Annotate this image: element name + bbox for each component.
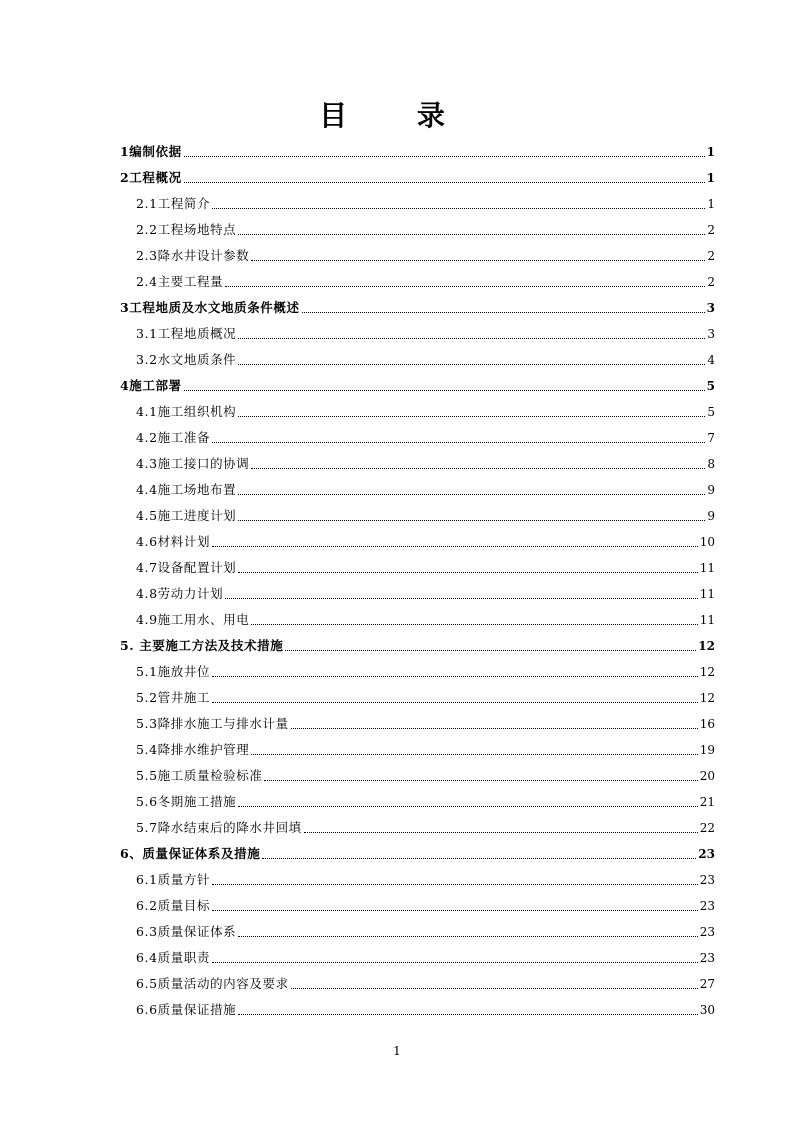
toc-leader-dots (212, 676, 698, 677)
toc-entry-label: 2.2工程场地特点 (136, 222, 237, 237)
toc-entry-page: 10 (699, 535, 715, 549)
toc-leader-dots (225, 598, 698, 599)
toc-entry[interactable] (136, 792, 715, 810)
toc-entry-label: 6.6质量保证措施 (136, 1002, 237, 1017)
toc-entry[interactable] (136, 922, 715, 940)
page-number: 1 (393, 1044, 401, 1058)
toc-entry-page: 8 (707, 457, 715, 471)
toc-entry-page: 11 (699, 613, 715, 627)
toc-entry[interactable] (136, 194, 715, 212)
toc-leader-dots (212, 702, 698, 703)
toc-entry-page: 1 (707, 197, 715, 211)
toc-entry-label: 2工程概况 (120, 170, 182, 185)
toc-leader-dots (238, 572, 697, 573)
toc-entry-label: 6.4质量职责 (136, 950, 211, 965)
toc-entry-label: 4.1施工组织机构 (136, 404, 237, 419)
toc-entry-label: 4.6材料计划 (136, 534, 211, 549)
toc-leader-dots (238, 364, 705, 365)
toc-leader-dots (225, 286, 705, 287)
toc-entry-page: 30 (699, 1003, 715, 1017)
toc-entry[interactable] (136, 246, 715, 264)
toc-entry-label: 1编制依据 (120, 144, 182, 159)
toc-entry[interactable] (136, 532, 715, 550)
toc-leader-dots (302, 312, 705, 313)
toc-entry[interactable] (136, 948, 715, 966)
toc-entry[interactable] (136, 428, 715, 446)
toc-entry[interactable] (136, 220, 715, 238)
toc-leader-dots (251, 754, 697, 755)
toc-leader-dots (262, 858, 696, 859)
toc-entry[interactable] (136, 974, 715, 992)
toc-entry-page: 20 (699, 769, 715, 783)
toc-entry[interactable] (136, 1000, 715, 1018)
toc-entry-page: 11 (699, 587, 715, 601)
toc-entry-page: 3 (706, 301, 715, 315)
toc-entry[interactable] (136, 350, 715, 368)
toc-entry-page: 4 (707, 353, 715, 367)
toc-leader-dots (212, 546, 698, 547)
toc-leader-dots (264, 780, 697, 781)
toc-entry[interactable] (136, 506, 715, 524)
toc-leader-dots (238, 806, 697, 807)
toc-entry[interactable] (120, 636, 715, 654)
toc-entry[interactable] (120, 376, 715, 394)
toc-entry-label: 4.2施工准备 (136, 430, 211, 445)
toc-leader-dots (304, 832, 698, 833)
toc-entry-label: 4.8劳动力计划 (136, 586, 224, 601)
toc-entry-page: 23 (699, 873, 715, 887)
toc-entry-page: 12 (699, 665, 715, 679)
toc-entry-label: 5.5施工质量检验标准 (136, 768, 263, 783)
toc-entry-page: 19 (699, 743, 715, 757)
toc-entry-page: 23 (699, 951, 715, 965)
toc-entry[interactable] (136, 324, 715, 342)
toc-entry-label: 5.4降排水维护管理 (136, 742, 250, 757)
toc-entry-label: 3.2水文地质条件 (136, 352, 237, 367)
toc-leader-dots (238, 338, 705, 339)
toc-entry-label: 4.3施工接口的协调 (136, 456, 250, 471)
toc-entry[interactable] (136, 584, 715, 602)
toc-leader-dots (251, 624, 697, 625)
toc-entry-page: 2 (707, 223, 715, 237)
toc-entry-page: 23 (698, 847, 715, 861)
toc-entry[interactable] (120, 844, 715, 862)
toc-entry[interactable] (136, 766, 715, 784)
toc-entry-label: 4.4施工场地布置 (136, 482, 237, 497)
toc-entry-label: 5.1施放井位 (136, 664, 211, 679)
toc-entry-label: 5.3降排水施工与排水计量 (136, 716, 289, 731)
toc-entry-label: 5.7降水结束后的降水井回填 (136, 820, 302, 835)
toc-entry-label: 5. 主要施工方法及技术措施 (120, 638, 284, 653)
toc-entry-page: 16 (699, 717, 715, 731)
toc-entry-page: 23 (699, 925, 715, 939)
toc-entry-page: 9 (707, 483, 715, 497)
toc-entry-label: 5.6冬期施工措施 (136, 794, 237, 809)
toc-entry-page: 3 (707, 327, 715, 341)
toc-leader-dots (238, 1014, 697, 1015)
toc-entry[interactable] (136, 480, 715, 498)
toc-entry-label: 4.9施工用水、用电 (136, 612, 250, 627)
toc-entry-label: 6.3质量保证体系 (136, 924, 237, 939)
toc-entry[interactable] (136, 714, 715, 732)
toc-leader-dots (291, 728, 698, 729)
toc-entry-page: 22 (699, 821, 715, 835)
toc-entry-page: 23 (699, 899, 715, 913)
toc-entry[interactable] (136, 402, 715, 420)
toc-entry-label: 2.1工程简介 (136, 196, 211, 211)
toc-entry-label: 4施工部署 (120, 378, 182, 393)
toc-entry-page: 11 (699, 561, 715, 575)
toc-leader-dots (184, 156, 705, 157)
toc-leader-dots (184, 390, 705, 391)
toc-entry-page: 9 (707, 509, 715, 523)
toc-leader-dots (238, 520, 705, 521)
toc-entry[interactable] (120, 298, 715, 316)
toc-entry[interactable] (120, 142, 715, 160)
toc-leader-dots (184, 182, 705, 183)
toc-leader-dots (212, 910, 698, 911)
toc-entry[interactable] (136, 896, 715, 914)
toc-entry[interactable] (120, 168, 715, 186)
toc-leader-dots (238, 416, 705, 417)
toc-entry-label: 2.3降水井设计参数 (136, 248, 250, 263)
toc-leader-dots (291, 988, 698, 989)
toc-entry-page: 2 (707, 275, 715, 289)
toc-entry[interactable] (136, 272, 715, 290)
toc-entry-label: 5.2管井施工 (136, 690, 211, 705)
toc-entry-page: 12 (699, 691, 715, 705)
toc-leader-dots (238, 494, 705, 495)
toc-leader-dots (212, 208, 705, 209)
page-title: 目 录 (319, 99, 475, 132)
toc-entry-label: 3工程地质及水文地质条件概述 (120, 300, 300, 315)
toc-entry-label: 6.1质量方针 (136, 872, 211, 887)
toc-entry-page: 7 (707, 431, 715, 445)
toc-entry-page: 1 (706, 145, 715, 159)
toc-entry-label: 4.7设备配置计划 (136, 560, 237, 575)
toc-entry-page: 5 (707, 405, 715, 419)
toc-entry-page: 27 (699, 977, 715, 991)
toc-leader-dots (251, 468, 705, 469)
toc-entry[interactable] (136, 818, 715, 836)
toc-leader-dots (238, 234, 705, 235)
toc-entry[interactable] (136, 662, 715, 680)
toc-entry[interactable] (136, 454, 715, 472)
toc-entry-label: 6.2质量目标 (136, 898, 211, 913)
toc-entry[interactable] (136, 870, 715, 888)
toc-entry[interactable] (136, 558, 715, 576)
toc-entry-label: 6、质量保证体系及措施 (120, 846, 261, 861)
toc-entry-page: 12 (698, 639, 715, 653)
toc-entry-page: 21 (699, 795, 715, 809)
toc-leader-dots (285, 650, 696, 651)
toc-entry-label: 2.4主要工程量 (136, 274, 224, 289)
toc-leader-dots (251, 260, 705, 261)
toc-leader-dots (212, 884, 698, 885)
toc-entry-page: 1 (706, 171, 715, 185)
toc-leader-dots (238, 936, 697, 937)
toc-entry[interactable] (136, 610, 715, 628)
toc-entry-page: 2 (707, 249, 715, 263)
toc-entry[interactable] (136, 740, 715, 758)
toc-leader-dots (212, 442, 705, 443)
toc-entry-label: 4.5施工进度计划 (136, 508, 237, 523)
toc-entry[interactable] (136, 688, 715, 706)
toc-leader-dots (212, 962, 698, 963)
toc-entry-page: 5 (706, 379, 715, 393)
toc-entry-label: 3.1工程地质概况 (136, 326, 237, 341)
toc-entry-label: 6.5质量活动的内容及要求 (136, 976, 289, 991)
